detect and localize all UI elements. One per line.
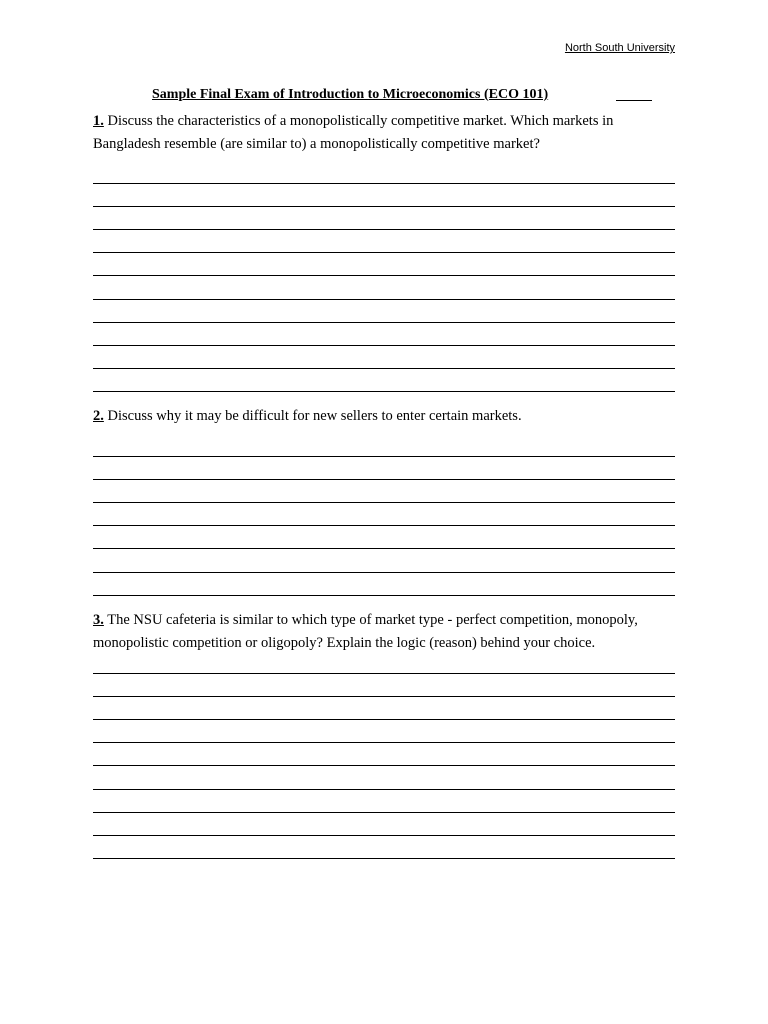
answer-line [93,456,675,457]
answer-line [93,548,675,549]
answer-line [93,719,675,720]
answer-line [93,252,675,253]
university-name: North South University [564,42,675,54]
question-1-text: Discuss the characteristics of a monopolistically competitive market. Which markets in Bangladesh resemble (are similar to) a monopolistically competitive market? [93,113,614,152]
answer-line [93,525,675,526]
answer-line [93,183,675,184]
question-2 [93,405,678,428]
question-3 [93,609,678,655]
answer-line [93,275,675,276]
answer-line [93,299,675,300]
question-2-number: 2. [93,408,104,424]
question-3-text: The NSU cafeteria is similar to which type of market type - perfect competition, monopoly, monopolistic competition or oligopoly? Explain the logic (reason) behind your choice. [93,612,638,651]
title-blank-line [616,100,652,101]
question-2-text: Discuss why it may be difficult for new sellers to enter certain markets. [107,408,522,424]
answer-line [93,765,675,766]
answer-line [93,835,675,836]
exam-title: Sample Final Exam of Introduction to Microeconomics (ECO 101) [152,87,549,102]
answer-line [93,696,675,697]
question-1-number: 1. [93,113,104,129]
answer-line [93,345,675,346]
answer-line [93,229,675,230]
answer-line [93,812,675,813]
answer-line [93,502,675,503]
question-1 [93,110,678,156]
answer-line [93,206,675,207]
answer-line [93,368,675,369]
question-3-number: 3. [93,612,104,628]
answer-line [93,673,675,674]
answer-line [93,858,675,859]
answer-line [93,742,675,743]
answer-line [93,479,675,480]
answer-line [93,595,675,596]
answer-line [93,391,675,392]
answer-line [93,322,675,323]
answer-line [93,789,675,790]
answer-line [93,572,675,573]
